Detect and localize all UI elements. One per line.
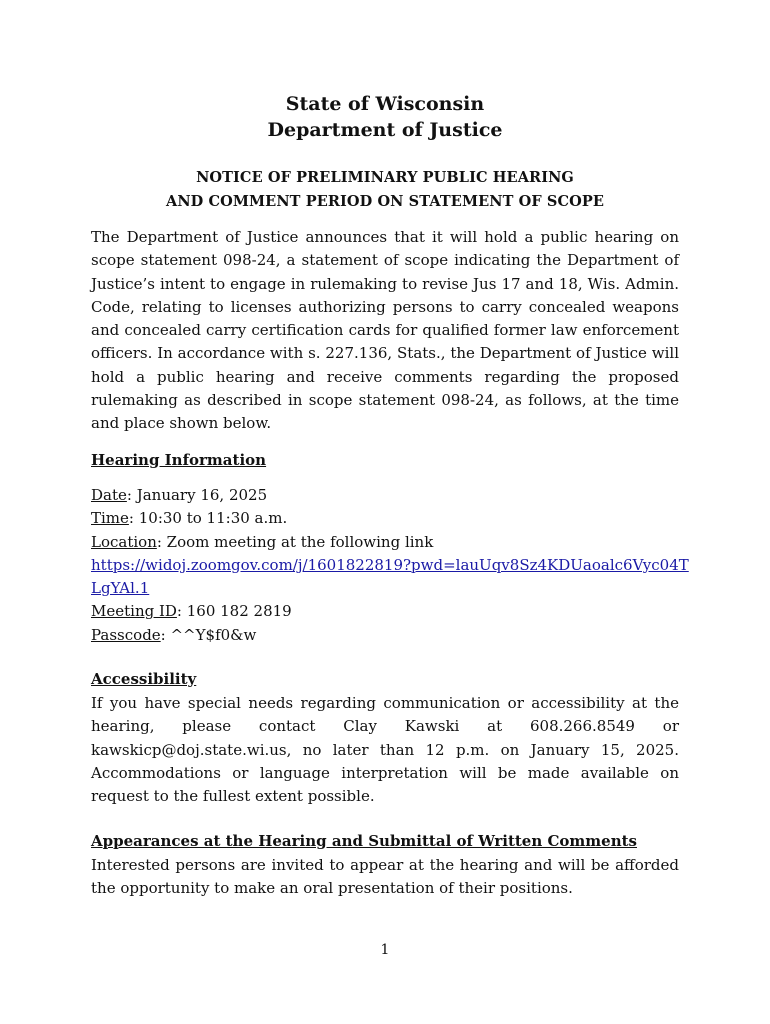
meeting-id-label: Meeting ID bbox=[91, 602, 177, 621]
meeting-id-row bbox=[91, 600, 691, 623]
location-value: : Zoom meeting at the following link bbox=[156, 532, 434, 551]
time-row bbox=[91, 507, 691, 530]
page-number: 1 bbox=[380, 942, 390, 958]
meeting-id-value: : 160 182 2819 bbox=[176, 602, 292, 621]
passcode-label: Passcode bbox=[91, 625, 161, 644]
time-value: : 10:30 to 11:30 a.m. bbox=[128, 509, 288, 528]
date-value: : January 16, 2025 bbox=[126, 486, 268, 504]
date-label: Date bbox=[91, 486, 127, 504]
department-heading: Department of Justice bbox=[267, 119, 503, 141]
hearing-info-heading: Hearing Information bbox=[91, 451, 267, 469]
accessibility-paragraph: If you have special needs regarding communication or accessibility at the hearing, please contact Clay Kawski at 608.266.8549 or kawskicp@doj.state.wi.us, no later than 12 p.m. on January 15, 2025. Accommodations or language interpretation will be made available on request to the fullest extent possible. bbox=[91, 694, 679, 806]
zoom-link-row[interactable] bbox=[91, 554, 691, 577]
notice-title-line1: NOTICE OF PRELIMINARY PUBLIC HEARING bbox=[196, 169, 574, 186]
time-label: Time bbox=[91, 509, 129, 528]
hearing-info-block bbox=[91, 484, 691, 647]
zoom-link-line1[interactable]: https://widoj.zoomgov.com/j/1601822819?pwd=lauUqv8Sz4KDUaoalc6Vyc04T bbox=[91, 555, 689, 574]
accessibility-heading: Accessibility bbox=[91, 670, 197, 688]
zoom-link-row-2[interactable] bbox=[91, 577, 691, 600]
intro-paragraph: The Department of Justice announces that it will hold a public hearing on scope statement 098-24, a statement of scope indicating the Department of Justice’s intent to engage in rulemaking to revise Jus 17 and 18, Wis. Admin. Code, relating to licenses authorizing persons to carry concealed weapons and concealed carry certification cards for qualified former law enforcement officers. In accordance with s. 227.136, Stats., the Department of Justice will hold a public hearing and receive comments regarding the proposed rulemaking as described in scope statement 098-24, as follows, at the time and place shown below. bbox=[91, 228, 679, 433]
appearances-paragraph: Interested persons are invited to appear at the hearing and will be afforded the opportunity to make an oral presentation of their positions. bbox=[91, 856, 679, 898]
location-row bbox=[91, 531, 691, 554]
date-row bbox=[91, 484, 691, 507]
passcode-row bbox=[91, 624, 691, 647]
appearances-heading: Appearances at the Hearing and Submittal of Written Comments bbox=[91, 832, 637, 850]
state-heading: State of Wisconsin bbox=[285, 93, 485, 115]
notice-title-line2: AND COMMENT PERIOD ON STATEMENT OF SCOPE bbox=[165, 193, 605, 210]
zoom-link-line2[interactable]: LgYAl.1 bbox=[91, 579, 150, 598]
location-label: Location bbox=[91, 532, 157, 551]
passcode-value: : ^^Y$f0&w bbox=[160, 625, 257, 644]
